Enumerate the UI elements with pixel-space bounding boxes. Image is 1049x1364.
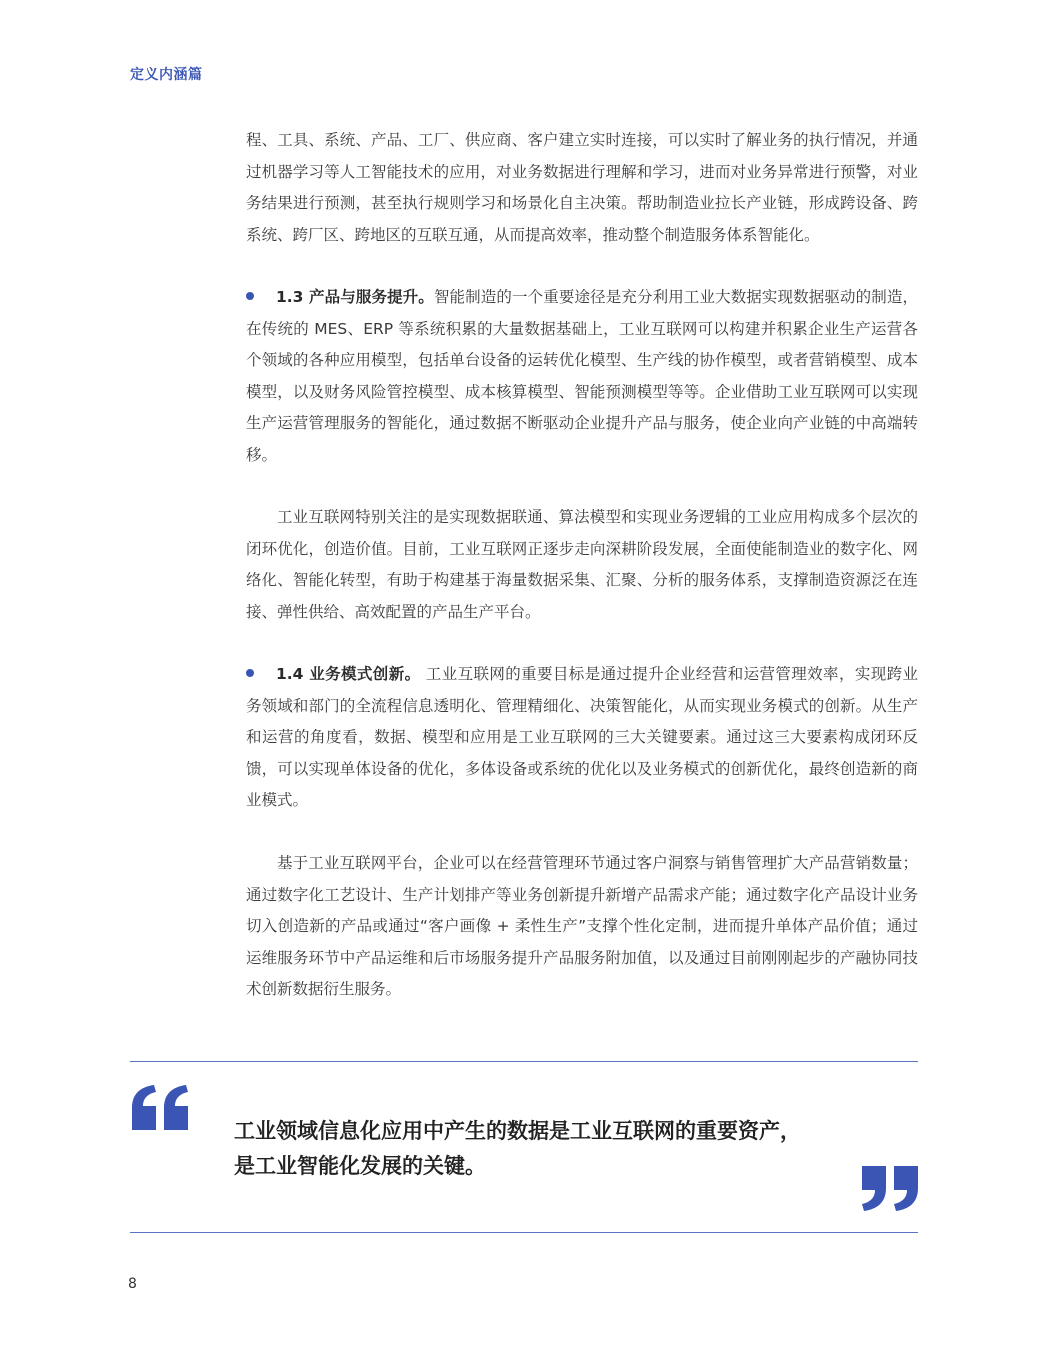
pull-quote [234, 1114, 844, 1184]
bullet-dot-icon [246, 669, 254, 677]
paragraph-body: 智能制造的一个重要途径是充分利用工业大数据实现数据驱动的制造，在传统的 MES、ERP 等系统积累的大量数据基础上，工业互联网可以构建并积累企业生产运营各个领域的各种应用模型，包括单台设备的运转优化模型、生产线的协作模型，或者营销模型、成本模型，以及财务风险管控模型、成本核算模型、智能预测模型等等。企业借助工业互联网可以实现生产运营管理服务的智能化，通过数据不断驱动企业提升产品与服务，使企业向产业链的中高端转移。 [246, 288, 918, 464]
paragraph-business-model [246, 659, 918, 817]
paragraph-lead-heading: 1.4 业务模式创新。 [276, 665, 421, 683]
paragraph-platform: 基于工业互联网平台，企业可以在经营管理环节通过客户洞察与销售管理扩大产品营销数量；通过数字化工艺设计、生产计划排产等业务创新提升新增产品需求产能；通过数字化产品设计业务切入创造新的产品或通过“客户画像 + 柔性生产”支撑个性化定制，进而提升单体产品价值；通过运维服务环节中产品运维和后市场服务提升产品服务附加值，以及通过目前刚刚起步的产融协同技术创新数据衍生服务。 [246, 854, 918, 998]
close-quote-icon [860, 1166, 920, 1212]
paragraph-product-service [246, 282, 918, 471]
paragraph-body: 工业互联网的重要目标是通过提升企业经营和运营管理效率，实现跨业务领域和部门的全流程信息透明化、管理精细化、决策智能化，从而实现业务模式的创新。从生产和运营的角度看，数据、模型和应用是工业互联网的三大关键要素。通过这三大要素构成闭环反馈，可以实现单体设备的优化，多体设备或系统的优化以及业务模式的创新优化，最终创造新的商业模式。 [246, 665, 918, 809]
quote-divider-top [130, 1061, 918, 1062]
open-quote-icon [130, 1084, 190, 1130]
bullet-dot-icon [246, 292, 254, 300]
page-number: 8 [128, 1276, 137, 1292]
quote-divider-bottom [130, 1232, 918, 1233]
paragraph-lead-heading: 1.3 产品与服务提升。 [276, 288, 434, 306]
section-label: 定义内涵篇 [130, 67, 203, 83]
paragraph-intro-continuation: 程、工具、系统、产品、工厂、供应商、客户建立实时连接，可以实时了解业务的执行情况，并通过机器学习等人工智能技术的应用，对业务数据进行理解和学习，进而对业务异常进行预警，对业务结果进行预测，甚至执行规则学习和场景化自主决策。帮助制造业拉长产业链，形成跨设备、跨系统、跨厂区、跨地区的互联互通，从而提高效率，推动整个制造服务体系智能化。 [246, 131, 918, 244]
pull-quote-line: 工业领域信息化应用中产生的数据是工业互联网的重要资产， [234, 1119, 801, 1143]
paragraph-closed-loop: 工业互联网特别关注的是实现数据联通、算法模型和实现业务逻辑的工业应用构成多个层次的闭环优化，创造价值。目前，工业互联网正逐步走向深耕阶段发展，全面使能制造业的数字化、网络化、智能化转型，有助于构建基于海量数据采集、汇聚、分析的服务体系，支撑制造资源泛在连接、弹性供给、高效配置的产品生产平台。 [246, 508, 918, 621]
pull-quote-line: 是工业智能化发展的关键。 [234, 1154, 486, 1178]
